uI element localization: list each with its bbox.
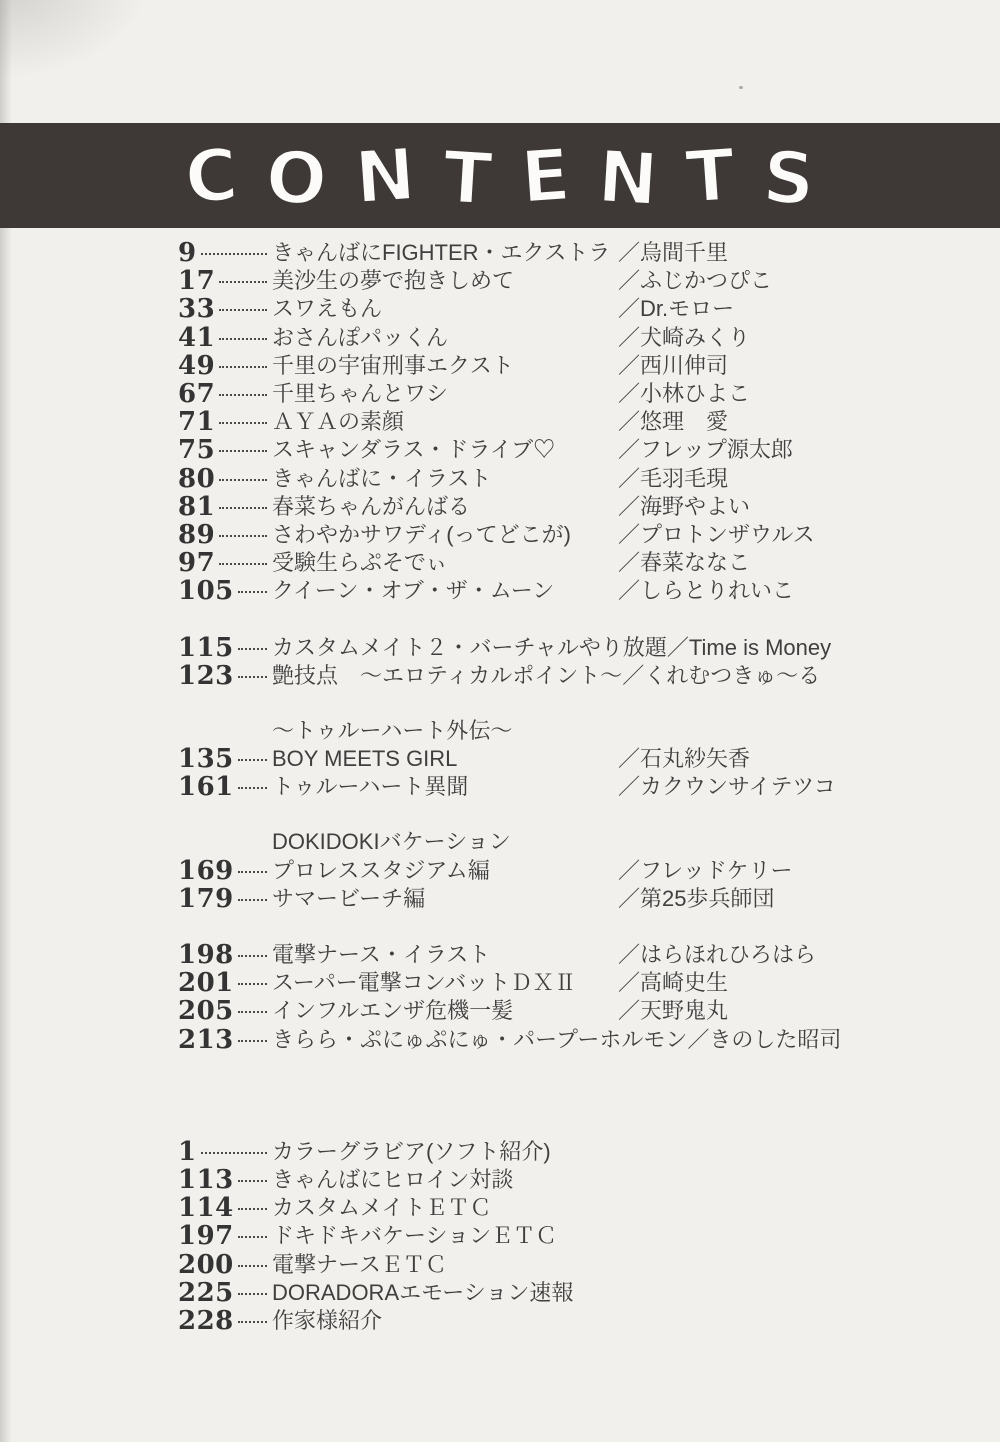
toc-entry <box>178 773 918 801</box>
dot-leader <box>238 1236 267 1238</box>
entry-lead <box>178 267 272 295</box>
banner-letter: S <box>760 133 818 222</box>
entry-lead <box>178 885 272 913</box>
dot-leader <box>238 1321 267 1323</box>
toc-entry <box>178 324 918 352</box>
page-number: 17 <box>178 266 216 297</box>
entry-title: ＡＹＡの素顔 <box>272 409 405 435</box>
toc-entry <box>178 1279 918 1307</box>
banner-letter: C <box>182 131 241 220</box>
entry-lead <box>178 549 272 577</box>
toc-entry <box>178 745 918 773</box>
dot-leader <box>219 563 267 565</box>
entry-lead <box>178 662 272 690</box>
entry-title: スワえもん <box>272 296 383 322</box>
page-number: 135 <box>178 744 234 775</box>
page-number: 198 <box>178 940 234 971</box>
dot-leader <box>219 309 267 311</box>
toc-entry <box>178 549 918 577</box>
banner-letter: N <box>595 133 661 222</box>
entry-title: 作家様紹介 <box>272 1307 383 1333</box>
entry-title: きゃんばにFIGHTER・エクストラ <box>272 240 611 266</box>
entry-title: さわやかサワディ(ってどこが) <box>272 521 571 547</box>
page-number: 228 <box>178 1305 234 1336</box>
entry-author: ／小林ひよこ <box>618 381 751 407</box>
entry-author: ／海野やよい <box>618 493 751 519</box>
entry-title: 受験生らぷそでぃ <box>272 550 448 576</box>
toc-entry <box>178 1307 918 1335</box>
entry-lead <box>178 493 272 521</box>
toc-group <box>178 633 918 689</box>
entry-author: ／悠理 愛 <box>618 409 729 435</box>
entry-lead <box>178 633 272 661</box>
entry-lead <box>178 1194 272 1222</box>
toc-group <box>178 1138 918 1335</box>
entry-title: DORADORAエモーション速報 <box>272 1279 574 1305</box>
entry-author: ／フレッドケリー <box>618 857 793 883</box>
toc-entry <box>178 493 918 521</box>
entry-lead <box>178 969 272 997</box>
dot-leader <box>238 983 267 985</box>
entry-lead <box>178 1279 272 1307</box>
entry-lead <box>178 1250 272 1278</box>
entry-title: BOY MEETS GIRL <box>272 746 458 772</box>
entry-lead <box>178 324 272 352</box>
entry-lead <box>178 1026 272 1054</box>
page-number: 115 <box>178 632 234 663</box>
entry-lead <box>178 1307 272 1335</box>
entry-title: 春菜ちゃんがんばる <box>272 493 471 519</box>
toc-entry <box>178 633 918 661</box>
entry-lead <box>178 380 272 408</box>
entry-title: きゃんばにヒロイン対談 <box>272 1166 514 1192</box>
banner-letter: N <box>352 131 419 220</box>
page-number: 169 <box>178 855 234 886</box>
dot-leader <box>238 871 267 873</box>
entry-lead <box>178 941 272 969</box>
entry-title: きゃんばに・イラスト <box>272 465 492 491</box>
toc-entry <box>178 885 918 913</box>
entry-lead <box>178 295 272 323</box>
toc-group <box>178 239 918 605</box>
page-number: 75 <box>178 435 216 466</box>
page-number: 33 <box>178 294 216 325</box>
page-number: 197 <box>178 1221 234 1252</box>
entry-title: プロレススタジアム編 <box>272 857 490 883</box>
entry-title: スーパー電撃コンバットＤＸⅡ <box>272 970 577 996</box>
dot-leader <box>219 366 267 368</box>
entry-title: カスタムメイト２・バーチャルやり放題 <box>272 634 667 660</box>
page-number: 9 <box>178 238 197 269</box>
banner-letter: E <box>517 131 573 220</box>
page-number: 225 <box>178 1277 234 1308</box>
entry-author: ／Dr.モロー <box>618 296 735 322</box>
toc-list <box>178 239 918 1335</box>
toc-entry <box>178 1138 918 1166</box>
entry-author: ／きのした昭司 <box>687 1026 842 1052</box>
toc-entry <box>178 1026 918 1054</box>
toc-entry <box>178 295 918 323</box>
entry-lead <box>178 239 272 267</box>
dot-leader <box>238 1180 267 1182</box>
toc-entry <box>178 521 918 549</box>
page-number: 1 <box>178 1136 197 1167</box>
page-number: 114 <box>178 1193 234 1224</box>
entry-lead <box>178 352 272 380</box>
toc-entry <box>178 969 918 997</box>
page-number: 67 <box>178 379 216 410</box>
entry-lead <box>178 521 272 549</box>
dot-leader <box>238 648 267 650</box>
entry-title: トゥルーハート異聞 <box>272 774 469 800</box>
scan-corner-smudge <box>0 0 150 80</box>
entry-lead <box>178 408 272 436</box>
page-number: 201 <box>178 968 234 999</box>
entry-author: ／石丸紗矢香 <box>618 746 751 772</box>
dot-leader <box>238 591 267 593</box>
dot-leader <box>238 787 267 789</box>
entry-author: ／しらとりれいこ <box>618 578 795 604</box>
dot-leader <box>238 759 267 761</box>
entry-author: ／烏間千里 <box>618 240 729 266</box>
entry-title: おさんぽパッくん <box>272 324 449 350</box>
dot-leader <box>238 1265 267 1267</box>
entry-author: ／はらほれひろはら <box>618 942 817 968</box>
page-number: 113 <box>178 1164 234 1195</box>
entry-title: サマービーチ編 <box>272 885 426 911</box>
page-number: 179 <box>178 883 234 914</box>
entry-title: 電撃ナースＥＴＣ <box>272 1251 447 1277</box>
entry-author: ／春菜ななこ <box>618 550 751 576</box>
entry-title: 千里の宇宙刑事エクスト <box>272 352 514 378</box>
entry-title: きらら・ぷにゅぷにゅ・パープーホルモン <box>272 1026 688 1052</box>
scan-speck <box>739 86 743 89</box>
entry-author: ／カクウンサイテツコ <box>618 774 836 800</box>
toc-entry <box>178 465 918 493</box>
page-number: 49 <box>178 350 216 381</box>
toc-entry <box>178 577 918 605</box>
entry-author: ／プロトンザウルス <box>618 521 815 547</box>
entry-author: ／毛羽毛現 <box>618 465 729 491</box>
toc-entry <box>178 1222 918 1250</box>
toc-entry <box>178 267 918 295</box>
entry-title: 千里ちゃんとワシ <box>272 381 449 407</box>
entry-author: ／高崎史生 <box>618 970 729 996</box>
dot-leader <box>219 450 267 452</box>
entry-author: ／ふじかつぴこ <box>618 268 773 294</box>
toc-entry <box>178 1166 918 1194</box>
dot-leader <box>219 281 267 283</box>
dot-leader <box>238 1208 267 1210</box>
page-number: 213 <box>178 1024 234 1055</box>
dot-leader <box>201 253 267 255</box>
page-number: 81 <box>178 491 216 522</box>
entry-title: スキャンダラス・ドライブ♡ <box>272 437 556 463</box>
banner-letter: O <box>263 133 330 222</box>
contents-banner <box>0 123 1000 228</box>
toc-entry <box>178 408 918 436</box>
dot-leader <box>219 422 267 424</box>
toc-entry <box>178 941 918 969</box>
toc-entry <box>178 857 918 885</box>
toc-group <box>178 717 918 802</box>
toc-entry <box>178 436 918 464</box>
toc-entry <box>178 662 918 690</box>
dot-leader <box>219 479 267 481</box>
page-number: 123 <box>178 660 234 691</box>
entry-author: ／天野鬼丸 <box>618 998 729 1024</box>
toc-entry <box>178 1194 918 1222</box>
page-number: 105 <box>178 576 234 607</box>
entry-author: ／くれむつきゅ～る <box>622 662 821 688</box>
entry-lead <box>178 773 272 801</box>
entry-lead <box>178 1166 272 1194</box>
entry-lead <box>178 577 272 605</box>
entry-title: カラーグラビア(ソフト紹介) <box>272 1138 551 1164</box>
entry-title: クイーン・オブ・ザ・ムーン <box>272 578 555 604</box>
toc-entry <box>178 352 918 380</box>
entry-title: 美沙生の夢で抱きしめて <box>272 268 515 294</box>
banner-letter: T <box>683 131 738 220</box>
toc-entry <box>178 997 918 1025</box>
toc-entry <box>178 1250 918 1278</box>
dot-leader <box>238 955 267 957</box>
dot-leader <box>219 338 267 340</box>
entry-author: ／第25歩兵師団 <box>618 885 775 911</box>
section-header: DOKIDOKIバケーション <box>272 829 511 855</box>
toc-group <box>178 941 918 1054</box>
toc-entry <box>178 239 918 267</box>
entry-author: ／Time is Money <box>666 634 832 660</box>
entry-title: 電撃ナース・イラスト <box>272 942 491 968</box>
page-number: 41 <box>178 322 216 353</box>
entry-lead <box>178 745 272 773</box>
page-number: 89 <box>178 519 216 550</box>
dot-leader <box>238 676 267 678</box>
page-number: 97 <box>178 548 216 579</box>
dot-leader <box>238 1040 267 1042</box>
entry-title: インフルエンザ危機一髪 <box>272 998 514 1024</box>
entry-author: ／西川伸司 <box>618 352 729 378</box>
entry-author: ／フレップ源太郎 <box>618 437 793 463</box>
section-header: ～トゥルーハート外伝～ <box>272 717 513 743</box>
dot-leader <box>219 507 267 509</box>
page-number: 71 <box>178 407 216 438</box>
banner-letter: T <box>440 134 495 221</box>
entry-title: 艶技点 ～エロティカルポイント～ <box>272 662 623 688</box>
entry-author: ／犬崎みくり <box>618 324 751 350</box>
page-number: 205 <box>178 996 234 1027</box>
dot-leader <box>238 1293 267 1295</box>
dot-leader <box>238 1011 267 1013</box>
entry-lead <box>178 465 272 493</box>
entry-lead <box>178 436 272 464</box>
dot-leader <box>238 899 267 901</box>
entry-title: カスタムメイトＥＴＣ <box>272 1195 492 1221</box>
dot-leader <box>219 394 267 396</box>
entry-lead <box>178 857 272 885</box>
entry-lead <box>178 997 272 1025</box>
page-number: 80 <box>178 463 216 494</box>
entry-title: ドキドキバケーションＥＴＣ <box>272 1223 558 1249</box>
page-title <box>171 131 829 222</box>
page-number: 161 <box>178 772 234 803</box>
page-number: 200 <box>178 1249 234 1280</box>
toc-group <box>178 828 918 913</box>
toc-entry <box>178 380 918 408</box>
entry-lead <box>178 1138 272 1166</box>
dot-leader <box>219 535 267 537</box>
entry-lead <box>178 1222 272 1250</box>
dot-leader <box>201 1152 267 1154</box>
